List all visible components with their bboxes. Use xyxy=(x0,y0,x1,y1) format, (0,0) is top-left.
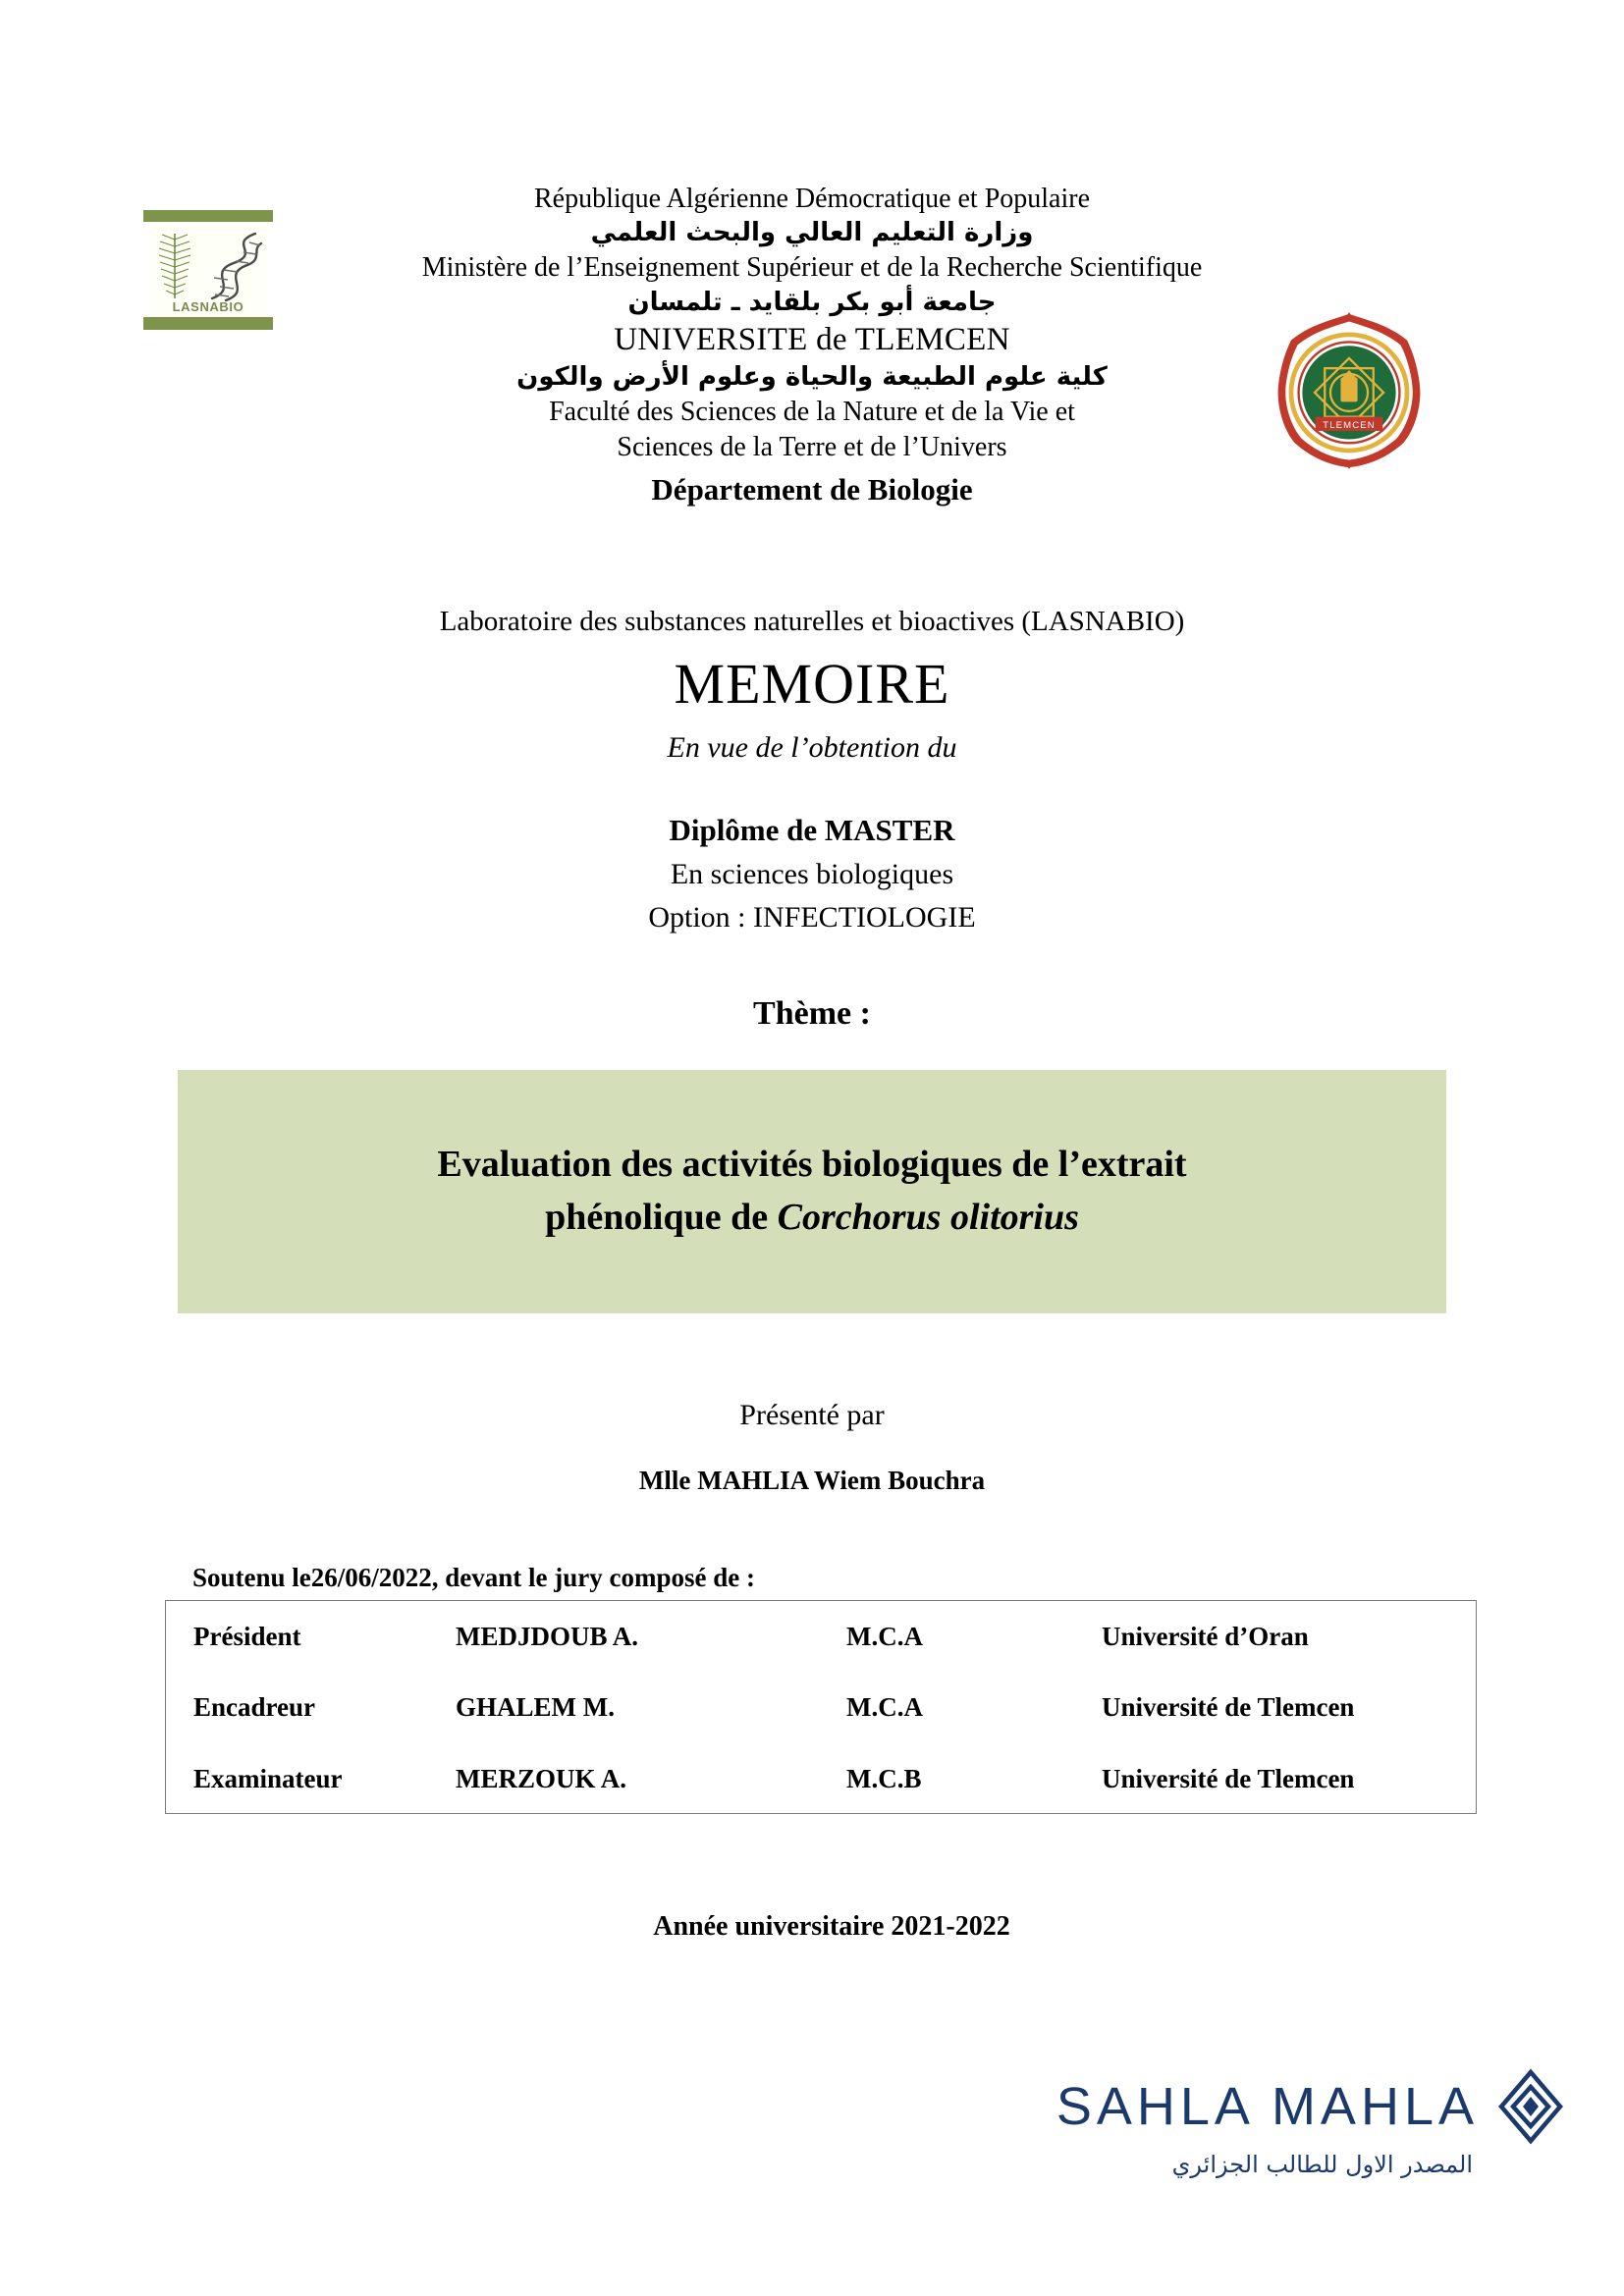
diploma-line: Diplôme de MASTER xyxy=(669,813,955,847)
laboratory-line: Laboratoire des substances naturelles et bioactives (LASNABIO) xyxy=(439,606,1185,637)
sahla-mahla-watermark xyxy=(821,2068,1567,2178)
sahla-mahla-diamond-icon xyxy=(1494,2068,1567,2145)
theme-species-name: Corchorus olitorius xyxy=(777,1197,1079,1238)
theme-line-1: Evaluation des activités biologiques de l’extrait xyxy=(437,1144,1187,1186)
svg-text:TLEMCEN: TLEMCEN xyxy=(1323,420,1376,432)
table-row xyxy=(166,1743,1476,1815)
theme-label: Thème : xyxy=(753,995,871,1032)
jury-grade: M.C.B xyxy=(846,1763,922,1793)
jury-grade: M.C.A xyxy=(846,1621,923,1651)
header-line-university-fr: UNIVERSITE de TLEMCEN xyxy=(614,322,1010,358)
memoire-title: MEMOIRE xyxy=(674,652,950,716)
author-name: Mlle MAHLIA Wiem Bouchra xyxy=(638,1466,986,1495)
table-row xyxy=(166,1601,1476,1673)
jury-university: Université de Tlemcen xyxy=(1102,1763,1355,1793)
document-header xyxy=(0,182,1624,509)
header-line-faculty-ar: كلية علوم الطبيعة والحياة وعلوم الأرض والكون xyxy=(516,362,1108,393)
defense-date-line: Soutenu le26/06/2022, devant le jury composé de : xyxy=(192,1563,755,1592)
header-line-ministry-ar: وزارة التعليم العالي والبحث العلمي xyxy=(590,218,1034,248)
en-vue-line: En vue de l’obtention du xyxy=(667,731,957,764)
theme-line-2-prefix: phénolique de xyxy=(545,1197,778,1238)
watermark-subtitle: المصدر الاول للطالب الجزائري xyxy=(1171,2151,1473,2178)
header-line-university-ar: جامعة أبو بكر بلقايد ـ تلمسان xyxy=(627,287,997,317)
theme-text xyxy=(398,1139,1225,1245)
jury-role: Président xyxy=(193,1621,301,1651)
jury-name: GHALEM M. xyxy=(456,1692,615,1723)
header-line-republic: République Algérienne Démocratique et Populaire xyxy=(533,184,1091,214)
jury-name: MEDJDOUB A. xyxy=(456,1621,639,1651)
option-line: Option : INFECTIOLOGIE xyxy=(648,901,976,934)
header-line-faculty-fr-2: Sciences de la Terre et de l’Univers xyxy=(617,432,1007,463)
header-line-department: Département de Biologie xyxy=(651,471,973,507)
academic-year: Année universitaire 2021-2022 xyxy=(653,1911,1010,1942)
header-line-faculty-fr-1: Faculté des Sciences de la Nature et de la Vie et xyxy=(549,397,1075,428)
jury-table xyxy=(165,1600,1477,1814)
theme-box xyxy=(178,1070,1446,1313)
jury-role: Encadreur xyxy=(193,1692,316,1723)
jury-university: Université de Tlemcen xyxy=(1102,1692,1355,1723)
jury-name: MERZOUK A. xyxy=(456,1763,627,1793)
table-row xyxy=(166,1673,1476,1744)
header-line-ministry-fr: Ministère de l’Enseignement Supérieur et de la Recherche Scientifique xyxy=(421,252,1203,284)
watermark-title: SAHLA MAHLA xyxy=(1056,2077,1479,2136)
field-line: En sciences biologiques xyxy=(670,858,954,890)
jury-grade: M.C.A xyxy=(846,1692,923,1723)
presented-by-label: Présenté par xyxy=(739,1399,885,1431)
jury-university: Université d’Oran xyxy=(1102,1621,1309,1651)
lasnabio-label: LASNABIO xyxy=(172,299,244,314)
jury-role: Examinateur xyxy=(193,1763,343,1793)
